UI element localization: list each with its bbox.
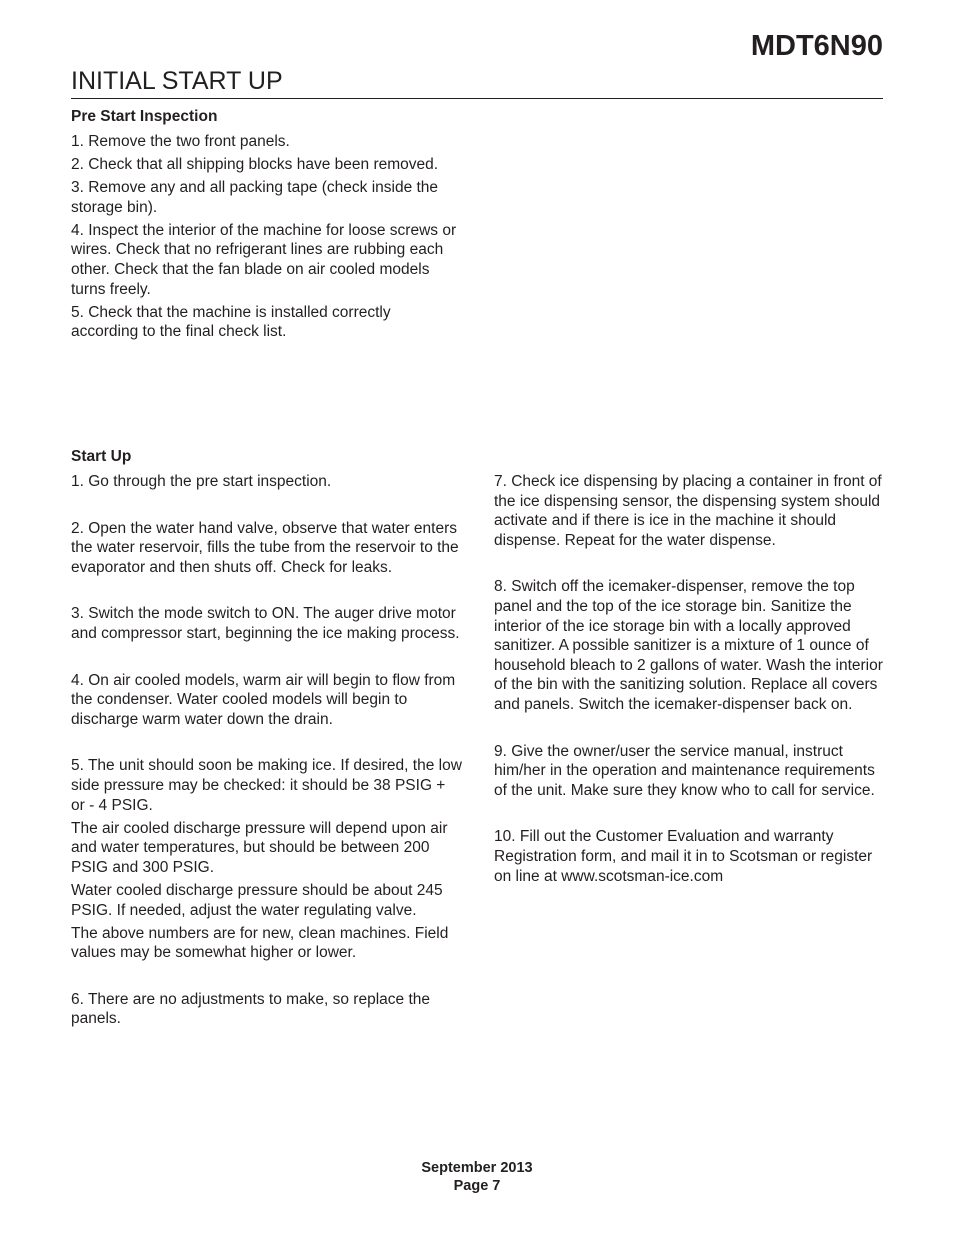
start-up-step: 2. Open the water hand valve, observe that water enters the water reservoir, fills the tube from the reservoir to the evaporator and then shuts off. Check for leaks.	[71, 519, 459, 576]
pre-start-item: 4. Inspect the interior of the machine for loose screws or wires. Check that no refrigerant lines are rubbing each other. Check that the fan blade on air cooled models turns freely.	[71, 221, 457, 298]
pre-start-heading: Pre Start Inspection	[71, 108, 218, 125]
start-up-step: 1. Go through the pre start inspection.	[71, 473, 332, 490]
start-up-step: 9. Give the owner/user the service manual, instruct him/her in the operation and maintenance requirements of the unit. Make sure they know who to call for service.	[494, 742, 875, 799]
start-up-step: 5. The unit should soon be making ice. If desired, the low side pressure may be checked: it should be 38 PSIG + or - 4 PSIG.	[71, 757, 462, 814]
footer-date: September 2013	[421, 1160, 533, 1176]
start-up-heading: Start Up	[71, 448, 132, 465]
start-up-step: 8. Switch off the icemaker-dispenser, remove the top panel and the top of the ice storage bin. Sanitize the interior of the ice storage bin with a locally approved sanitizer. A possible sanitizer is a mixture of 1 ounce of household bleach to 2 gallons of water. Wash the interior of the bin with the sanitizing solution. Replace all covers and panels. Switch the icemaker-dispenser back on.	[494, 578, 883, 713]
start-up-step: 4. On air cooled models, warm air will begin to flow from the condenser. Water cooled models will begin to discharge warm water down the drain.	[71, 671, 456, 728]
pre-start-item: 2. Check that all shipping blocks have been removed.	[71, 156, 439, 174]
start-up-note: Water cooled discharge pressure should be about 245 PSIG. If needed, adjust the water regulating valve.	[71, 881, 443, 919]
pre-start-item: 5. Check that the machine is installed correctly according to the final check list.	[71, 303, 391, 341]
footer-page-number: Page 7	[453, 1178, 501, 1194]
start-up-step: 3. Switch the mode switch to ON. The auger drive motor and compressor start, beginning the ice making process.	[71, 605, 460, 642]
start-up-step: 6. There are no adjustments to make, so replace the panels.	[71, 990, 430, 1028]
pre-start-list	[71, 132, 461, 345]
start-up-step: 7. Check ice dispensing by placing a container in front of the ice dispensing sensor, the dispensing system should activate and if there is ice in the machine it should dispense. Repeat for the water dispense.	[494, 473, 882, 549]
page-title: INITIAL START UP	[71, 67, 283, 95]
start-up-left-column	[71, 472, 463, 1029]
page-footer	[0, 1159, 954, 1195]
model-number: MDT6N90	[750, 30, 883, 62]
start-up-right-column	[494, 472, 886, 886]
title-divider	[71, 98, 883, 99]
start-up-step: 10. Fill out the Customer Evaluation and warranty Registration form, and mail it in to Scotsman or register on line at www.scotsman-ice.com	[494, 828, 873, 885]
start-up-note: The air cooled discharge pressure will depend upon air and water temperatures, but should be between 200 PSIG and 300 PSIG.	[71, 819, 448, 876]
pre-start-item: 1. Remove the two front panels.	[71, 133, 290, 150]
pre-start-item: 3. Remove any and all packing tape (check inside the storage bin).	[71, 179, 439, 216]
start-up-note: The above numbers are for new, clean machines. Field values may be somewhat higher or lower.	[71, 924, 449, 962]
